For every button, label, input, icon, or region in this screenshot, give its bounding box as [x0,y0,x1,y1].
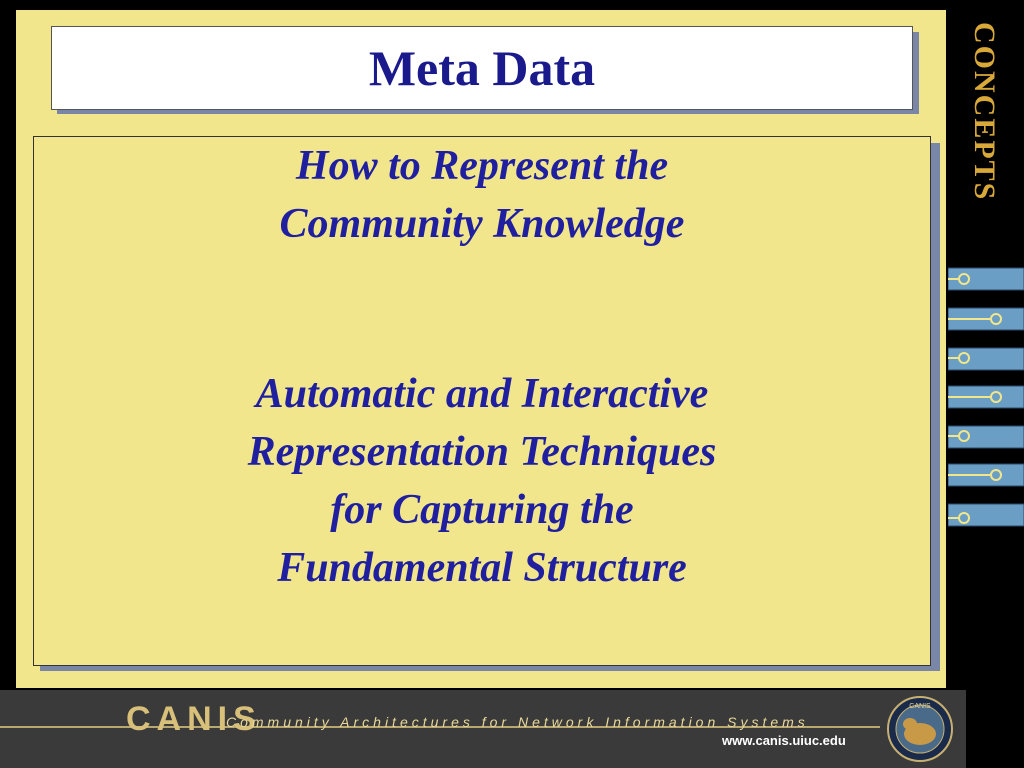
content-line: Fundamental Structure [277,545,687,591]
canis-logo: CANIS [126,700,262,738]
footer-tagline: Community Architectures for Network Information Systems [226,714,809,730]
section-tab-label: CONCEPTS [968,22,1001,202]
content-line: Community Knowledge [279,201,685,247]
content-line: How to Represent the [295,143,669,189]
circuit-board-decoration [948,262,1024,532]
content-line: Representation Techniques [247,429,717,475]
content-paragraph-2 [34,365,930,597]
slide-title: Meta Data [368,40,596,96]
content-paragraph-1 [34,137,930,253]
content-box [33,136,931,666]
seal-text: CANIS [909,703,931,710]
footer-url-link[interactable]: www.canis.uiuc.edu [722,733,846,748]
content-line: Automatic and Interactive [255,371,709,417]
title-box [51,26,913,110]
content-line: for Capturing the [330,487,634,533]
canis-seal-logo [880,694,960,764]
